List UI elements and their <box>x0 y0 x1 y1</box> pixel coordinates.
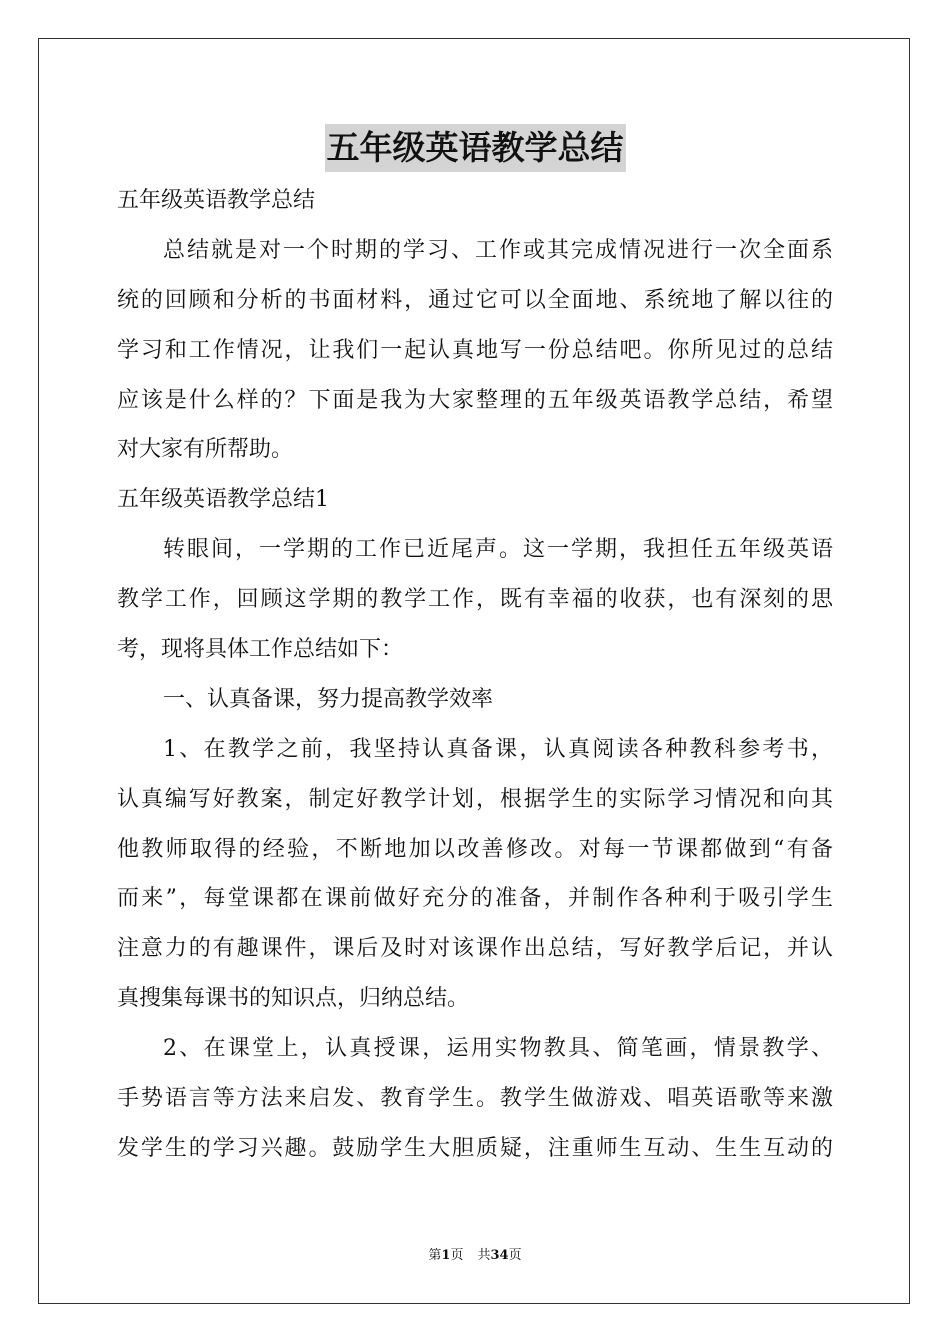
page-number: 1 <box>441 1248 451 1263</box>
text-line: 转眼间，一学期的工作已近尾声。这一学期，我担任五年级英语 <box>163 537 833 563</box>
total-prefix: 共 <box>477 1248 491 1263</box>
text-line: 注意力的有趣课件，课后及时对该课作出总结，写好教学后记，并认 <box>117 936 833 962</box>
text-line: 2、在课堂上，认真授课，运用实物教具、简笔画，情景教学、 <box>163 1036 833 1062</box>
text-line: 1、在教学之前，我坚持认真备课，认真阅读各种教科参考书， <box>163 736 833 762</box>
text-line: 对大家有所帮助。 <box>117 437 294 463</box>
document-title: 五年级英语教学总结 <box>325 124 626 172</box>
text-line: 考，现将具体工作总结如下： <box>117 637 404 663</box>
text-line: 认真编写好教案，制定好教学计划，根据学生的实际学习情况和向其 <box>117 786 833 812</box>
total-suffix: 页 <box>508 1248 522 1263</box>
text-line: 一、认真备课，努力提高教学效率 <box>163 686 494 712</box>
text-line: 他教师取得的经验，不断地加以改善修改。对每一节课都做到“有备 <box>117 836 833 862</box>
text-line: 总结就是对一个时期的学习、工作或其完成情况进行一次全面系 <box>163 237 833 263</box>
page-suffix: 页 <box>450 1248 464 1263</box>
text-line: 手势语言等方法来启发、教育学生。教学生做游戏、唱英语歌等来激 <box>117 1086 833 1112</box>
text-line: 五年级英语教学总结1 <box>117 487 329 513</box>
text-line: 统的回顾和分析的书面材料，通过它可以全面地、系统地了解以往的 <box>117 287 833 313</box>
text-line: 应该是什么样的？下面是我为大家整理的五年级英语教学总结，希望 <box>117 387 833 413</box>
page-prefix: 第 <box>428 1248 442 1263</box>
page-footer <box>0 1247 950 1265</box>
text-line: 五年级英语教学总结 <box>117 188 316 213</box>
text-line: 发学生的学习兴趣。鼓励学生大胆质疑，注重师生互动、生生互动的 <box>117 1135 833 1161</box>
total-pages: 34 <box>490 1248 509 1263</box>
text-line: 教学工作，回顾这学期的教学工作，既有幸福的收获，也有深刻的思 <box>117 587 833 613</box>
text-line: 学习和工作情况，让我们一起认真地写一份总结吧。你所见过的总结 <box>117 337 833 363</box>
title-container <box>0 124 950 172</box>
document-body <box>117 176 833 1174</box>
text-line: 而来”，每堂课都在课前做好充分的准备，并制作各种利于吸引学生 <box>117 886 833 912</box>
text-line: 真搜集每课书的知识点，归纳总结。 <box>117 986 470 1012</box>
